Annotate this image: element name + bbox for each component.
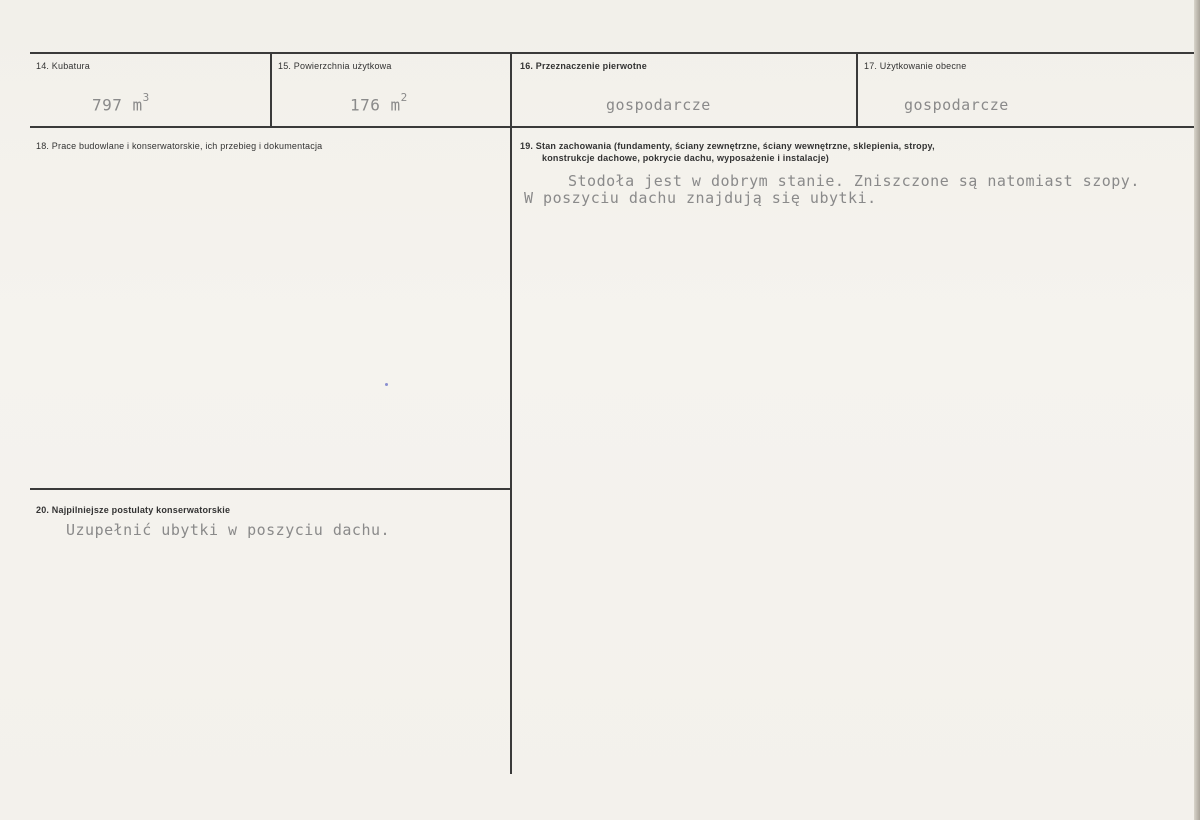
field-20-label: 20. Najpilniejsze postulaty konserwatorskie — [36, 505, 231, 515]
ink-speck — [385, 383, 388, 386]
field-17-value: gospodarcze — [904, 96, 1009, 114]
field-16-value: gospodarcze — [606, 96, 711, 114]
field-15-label: 15. Powierzchnia użytkowa — [278, 61, 392, 71]
field-15-number: 176 m — [350, 95, 401, 115]
field-17-label: 17. Użytkowanie obecne — [864, 61, 967, 71]
col-divider-16-17 — [856, 52, 858, 128]
field-19-label-line2: konstrukcje dachowe, pokrycie dachu, wyposażenie i instalacje) — [542, 153, 829, 163]
field-18-label: 18. Prace budowlane i konserwatorskie, ich przebieg i dokumentacja — [36, 141, 323, 151]
field-19-text-line2: W poszyciu dachu znajdują się ubytki. — [524, 189, 877, 207]
field-15-superscript: 2 — [400, 91, 408, 104]
field-14-superscript: 3 — [142, 91, 150, 104]
field-14-value — [92, 91, 150, 115]
field-15-value — [350, 91, 408, 115]
row-divider — [30, 126, 1194, 128]
section-divider-18-20 — [30, 488, 510, 490]
field-14-label: 14. Kubatura — [36, 61, 90, 71]
top-rule — [30, 52, 1194, 54]
field-19-text-line1: Stodoła jest w dobrym stanie. Zniszczone są natomiast szopy. — [568, 172, 1140, 190]
field-19-label-line1: 19. Stan zachowania (fundamenty, ściany zewnętrzne, ściany wewnętrzne, sklepienia, stropy, — [520, 141, 935, 151]
field-16-label: 16. Przeznaczenie pierwotne — [520, 61, 647, 71]
col-divider-15-16 — [510, 52, 512, 774]
page-edge — [1194, 0, 1200, 820]
col-divider-14-15 — [270, 52, 272, 128]
field-14-number: 797 m — [92, 95, 143, 115]
field-20-value: Uzupełnić ubytki w poszyciu dachu. — [66, 521, 391, 539]
